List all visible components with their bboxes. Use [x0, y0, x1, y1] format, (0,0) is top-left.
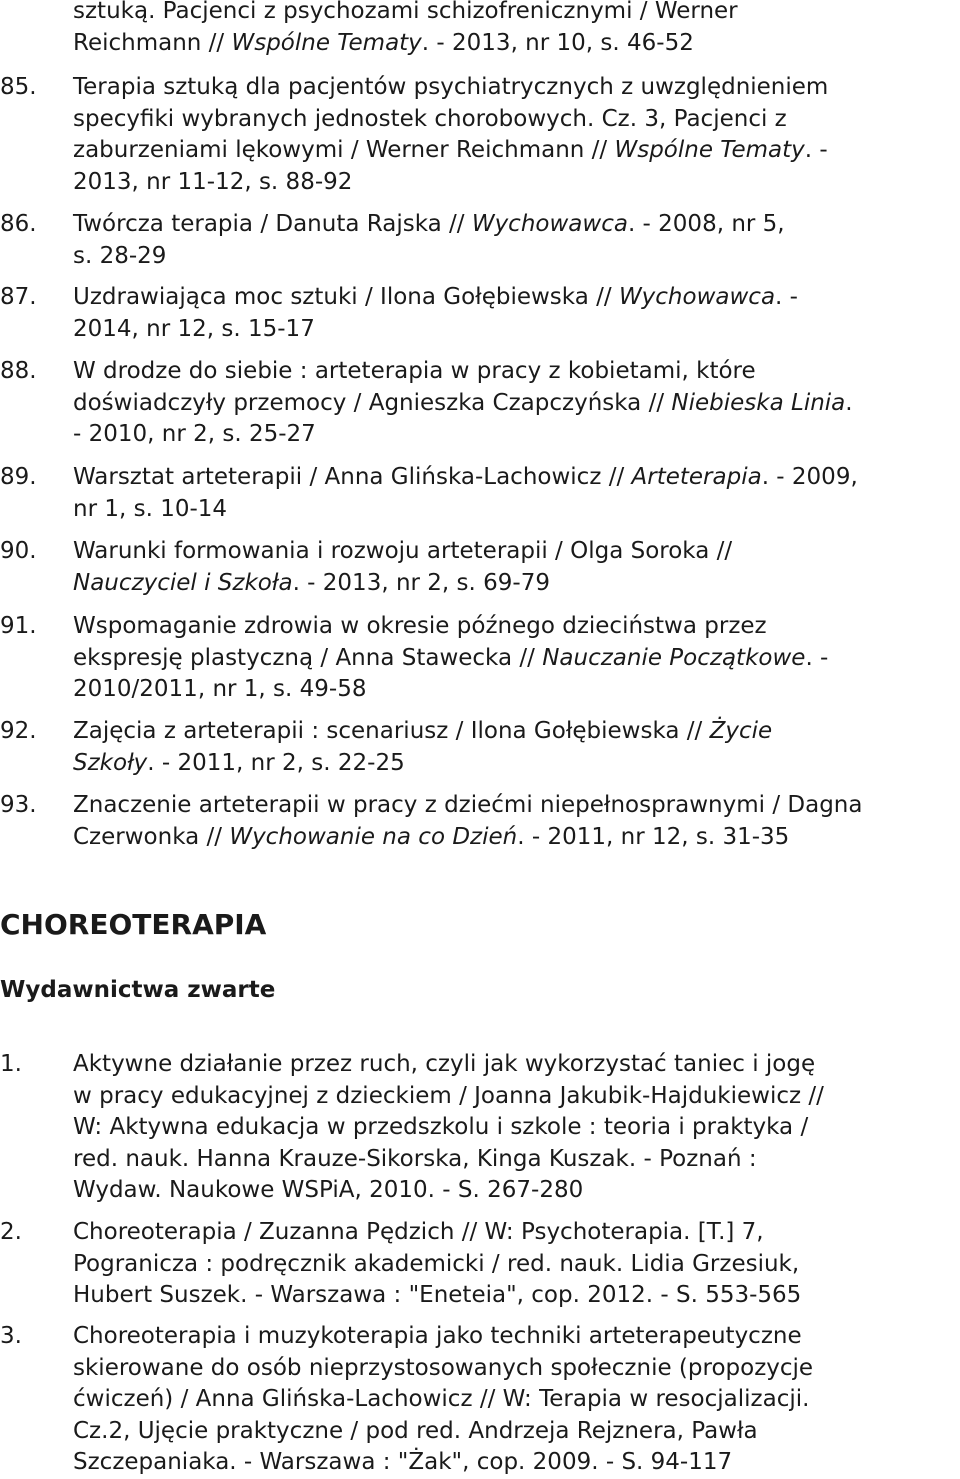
entry-line [73, 356, 950, 388]
entry-number: 91. [0, 613, 37, 639]
entry-text: . - 2013, nr 10, s. 46-52 [421, 29, 694, 56]
entry-text: . - 2011, nr 2, s. 22-25 [147, 749, 405, 776]
entry-line [73, 1280, 950, 1312]
entry-line [73, 568, 950, 600]
journal-title: Wychowawca [618, 284, 776, 310]
entry-text: Choreoterapia i muzykoterapia jako techniki arteterapeutyczne [73, 1323, 802, 1349]
entry-text: Czerwonka // [73, 823, 230, 850]
entry-number: 93. [0, 792, 37, 818]
entry-line [73, 209, 950, 241]
entry-line [73, 790, 950, 822]
entry-line [73, 0, 950, 28]
entry-line [73, 241, 950, 273]
entry-number: 2. [0, 1219, 22, 1245]
entry-line [73, 1217, 950, 1249]
entry-text: Zajęcia z arteterapii : scenariusz / Ilona Gołębiewska // [73, 718, 710, 744]
entry-text: . - 2008, nr 5, [627, 211, 785, 237]
entry-text: ekspresję plastyczną / Anna Stawecka // [73, 644, 543, 671]
entry-line [73, 674, 950, 706]
entry-line [73, 28, 950, 60]
entry-line [73, 135, 950, 167]
entry-text: red. nauk. Hanna Krauze-Sikorska, Kinga Kuszak. - Poznań : [73, 1145, 757, 1172]
journal-title: Nauczyciel i Szkoła [73, 569, 293, 596]
entry-text: . - [775, 284, 798, 310]
bibliography-entry [0, 72, 950, 198]
subsection-title: Wydawnictwa zwarte [0, 977, 276, 1003]
entry-text: zaburzeniami lękowymi / Werner Reichmann // [73, 137, 615, 163]
journal-title: Nauczanie Początkowe [542, 644, 806, 671]
entry-line [73, 1249, 950, 1281]
entry-line [73, 1049, 950, 1081]
entry-text: Warsztat arteterapii / Anna Glińska-Lachowicz // [73, 464, 632, 490]
bibliography-entry [0, 462, 950, 525]
entry-line [73, 1144, 950, 1176]
entry-line [73, 536, 950, 568]
entry-text: Uzdrawiająca moc sztuki / Ilona Gołębiewska // [73, 284, 619, 310]
entry-line [73, 494, 950, 526]
entry-text: specyfiki wybranych jednostek chorobowych. Cz. 3, Pacjenci z [73, 105, 787, 132]
entry-text: Terapia sztuką dla pacjentów psychiatrycznych z uwzględnieniem [73, 74, 829, 100]
journal-title: Wychowawca [471, 211, 628, 237]
entry-text: Cz.2, Ujęcie praktyczne / pod red. Andrzeja Rejznera, Pawła [73, 1417, 758, 1444]
entry-text: . - 2011, nr 12, s. 31-35 [517, 823, 790, 850]
entry-text: Choreoterapia / Zuzanna Pędzich // W: Psychoterapia. [T.] 7, [73, 1219, 764, 1245]
entry-text: Szczepaniaka. - Warszawa : "Żak", cop. 2009. - S. 94-117 [73, 1449, 733, 1475]
entry-line [73, 716, 950, 748]
entry-text: Aktywne działanie przez ruch, czyli jak wykorzystać taniec i jogę [73, 1051, 816, 1077]
entry-text: 2013, nr 11-12, s. 88-92 [73, 168, 353, 195]
bibliography-entry [0, 356, 950, 451]
bibliography-entry [0, 282, 950, 345]
entry-line [73, 822, 950, 854]
entry-number: 87. [0, 284, 37, 310]
entry-text: W drodze do siebie : arteterapia w pracy z kobietami, które [73, 358, 756, 384]
bibliography-entry [0, 1217, 950, 1312]
bibliography-entry [0, 1321, 950, 1479]
entry-text: nr 1, s. 10-14 [73, 495, 228, 522]
entry-text: W: Aktywna edukacja w przedszkolu i szkole : teoria i praktyka / [73, 1114, 809, 1140]
entry-text: s. 28-29 [73, 242, 167, 269]
entry-text: - 2010, nr 2, s. 25-27 [73, 421, 316, 447]
bibliography-entry [0, 611, 950, 706]
entry-text: doświadczyły przemocy / Agnieszka Czapczyńska // [73, 389, 672, 416]
entry-text: Warunki formowania i rozwoju arteterapii / Olga Soroka // [73, 538, 733, 564]
entry-line [73, 72, 950, 104]
entry-text: Znaczenie arteterapii w pracy z dziećmi niepełnosprawnymi / Dagna [73, 792, 863, 818]
journal-title: Arteterapia [631, 464, 762, 490]
entry-line [73, 1081, 950, 1113]
entry-line [73, 1353, 950, 1385]
entry-text: Twórcza terapia / Danuta Rajska // [73, 211, 472, 237]
entry-text: Wydaw. Naukowe WSPiA, 2010. - S. 267-280 [73, 1177, 584, 1203]
entry-line [73, 419, 950, 451]
bibliography-entry [0, 209, 950, 272]
entry-text: Wspomaganie zdrowia w okresie późnego dzieciństwa przez [73, 613, 767, 639]
entry-text: Reichmann // [73, 29, 232, 56]
entry-text: . [845, 389, 853, 416]
journal-title: Niebieska Linia [671, 389, 846, 416]
entry-line [73, 282, 950, 314]
entry-line [73, 1416, 950, 1448]
journal-title: Wspólne Tematy [614, 137, 805, 163]
entry-line [73, 1112, 950, 1144]
entry-line [73, 462, 950, 494]
entry-text: . - 2013, nr 2, s. 69-79 [292, 569, 550, 596]
bibliography-entry [0, 0, 950, 59]
section-title: CHOREOTERAPIA [0, 908, 267, 941]
bibliography-entry [0, 790, 950, 853]
entry-line [73, 611, 950, 643]
entry-text: ćwiczeń) / Anna Glińska-Lachowicz // W: Terapia w resocjalizacji. [73, 1386, 810, 1412]
entry-line [73, 1175, 950, 1207]
entry-line [73, 388, 950, 420]
entry-line [73, 1321, 950, 1353]
journal-title: Wychowanie na co Dzień [229, 823, 518, 850]
entry-number: 89. [0, 464, 37, 490]
entry-text: 2010/2011, nr 1, s. 49-58 [73, 676, 367, 702]
bibliography-entry [0, 716, 950, 779]
entry-line [73, 1447, 950, 1479]
bibliography-entry [0, 1049, 950, 1207]
entry-text: 2014, nr 12, s. 15-17 [73, 315, 315, 342]
entry-line [73, 167, 950, 199]
entry-text: Pogranicza : podręcznik akademicki / red. nauk. Lidia Grzesiuk, [73, 1250, 800, 1277]
entry-number: 90. [0, 538, 37, 564]
journal-title: Wspólne Tematy [231, 29, 422, 56]
bibliography-entry [0, 536, 950, 599]
entry-text: . - [804, 137, 828, 163]
entry-text: w pracy edukacyjnej z dzieckiem / Joanna Jakubik-Hajdukiewicz // [73, 1082, 824, 1109]
entry-text: Hubert Suszek. - Warszawa : "Eneteia", cop. 2012. - S. 553-565 [73, 1282, 802, 1308]
entry-number: 86. [0, 211, 37, 237]
entry-line [73, 314, 950, 346]
entry-line [73, 748, 950, 780]
entry-text: sztuką. Pacjenci z psychozami schizofrenicznymi / Werner [73, 0, 738, 24]
journal-title: Szkoły [73, 749, 148, 776]
entry-line [73, 1384, 950, 1416]
entry-text: . - 2009, [761, 464, 858, 490]
entry-line [73, 104, 950, 136]
entry-text: . - [805, 644, 829, 671]
entry-number: 88. [0, 358, 37, 384]
entry-number: 92. [0, 718, 37, 744]
journal-title: Życie [709, 718, 773, 744]
entry-line [73, 643, 950, 675]
entry-number: 1. [0, 1051, 22, 1077]
entry-number: 85. [0, 74, 37, 100]
entry-text: skierowane do osób nieprzystosowanych społecznie (propozycje [73, 1354, 814, 1381]
entry-number: 3. [0, 1323, 22, 1349]
